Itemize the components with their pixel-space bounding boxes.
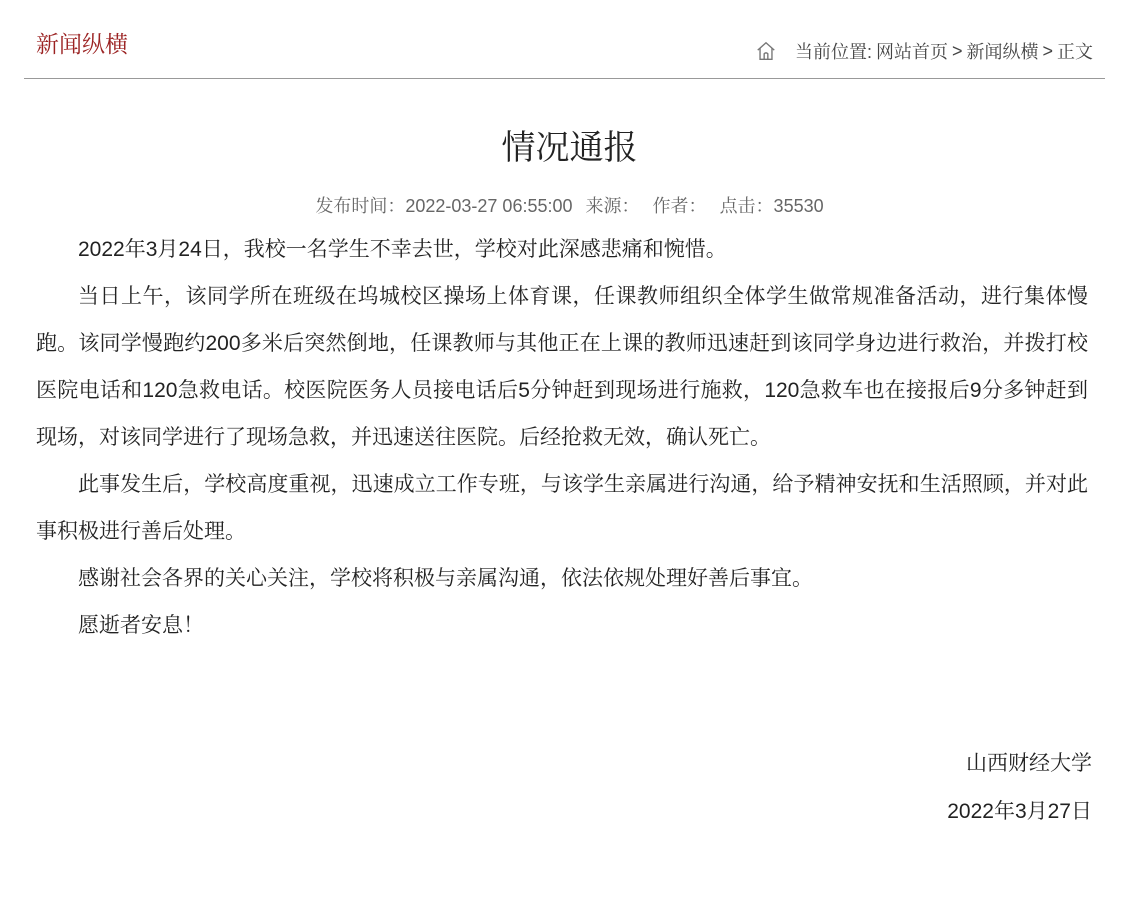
author: 作者：: [652, 196, 707, 216]
signature-date: 2022年3月27日: [947, 800, 1092, 823]
paragraph: 此事发生后，学校高度重视，迅速成立工作专班，与该学生亲属进行沟通，给予精神安抚和生活照顾，并对此事积极进行善后处理。: [36, 473, 1088, 543]
breadcrumb-separator: >: [951, 40, 963, 61]
source: 来源：: [585, 196, 640, 216]
breadcrumb-prefix: 当前位置:: [794, 42, 872, 62]
signature: [947, 740, 1092, 836]
paragraph: 当日上午，该同学所在班级在坞城校区操场上体育课，任课教师组织全体学生做常规准备活动，进行集体慢跑。该同学慢跑约200多米后突然倒地，任课教师与其他正在上课的教师迅速赶到该同学身边进行救治，并拨打校医院电话和120急救电话。校医院医务人员接电话后5分钟赶到现场进行施救，120急救车也在接报后9分多钟赶到现场，对该同学进行了现场急救，并迅速送往医院。后经抢救无效，确认死亡。: [36, 285, 1088, 449]
paragraph: 感谢社会各界的关心关注，学校将积极与亲属沟通，依法依规处理好善后事宜。: [78, 567, 813, 590]
home-icon: [755, 40, 777, 62]
signature-org: 山西财经大学: [966, 752, 1092, 775]
article-meta: [0, 192, 1139, 218]
paragraph: 愿逝者安息！: [78, 614, 204, 637]
article-title: 情况通报: [501, 129, 638, 167]
breadcrumb: [755, 38, 1093, 64]
click-count: 点击：35530: [719, 196, 824, 216]
breadcrumb-news-link[interactable]: 新闻纵横: [966, 42, 1039, 62]
publish-time: 发布时间：2022-03-27 06:55:00: [315, 196, 573, 216]
breadcrumb-separator: >: [1042, 40, 1053, 61]
page-header: [24, 0, 1105, 79]
article-body: [36, 226, 1088, 649]
paragraph: 2022年3月24日，我校一名学生不幸去世，学校对此深感悲痛和惋惜。: [78, 238, 727, 261]
breadcrumb-home-link[interactable]: 网站首页: [875, 42, 948, 62]
breadcrumb-current: 正文: [1057, 42, 1093, 62]
section-title: 新闻纵横: [36, 31, 128, 57]
